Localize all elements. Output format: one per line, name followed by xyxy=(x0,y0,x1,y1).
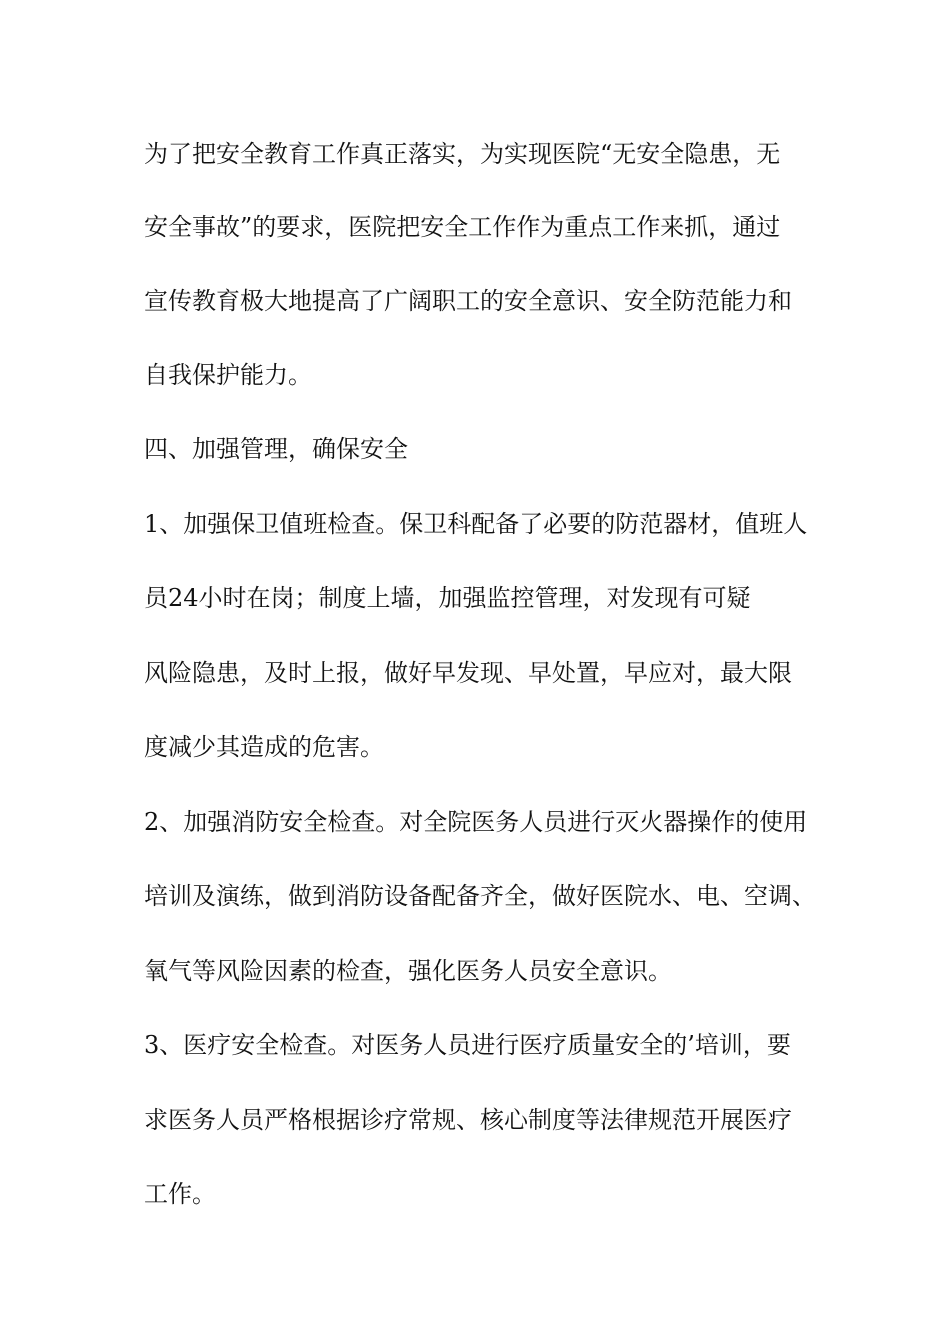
paragraph-line: 氧气等风险因素的检查，强化医务人员安全意识。 xyxy=(144,957,672,985)
paragraph-line: 为了把安全教育工作真正落实，为实现医院“无安全隐患，无 xyxy=(144,140,781,168)
paragraph-line: 3、医疗安全检查。对医务人员进行医疗质量安全的’培训，要 xyxy=(144,1031,791,1059)
paragraph-line: 安全事故”的要求，医院把安全工作作为重点工作来抓，通过 xyxy=(144,213,781,241)
paragraph-line: 2、加强消防安全检查。对全院医务人员进行灭火器操作的使用 xyxy=(144,808,808,836)
paragraph-line: 求医务人员严格根据诊疗常规、核心制度等法律规范开展医疗 xyxy=(144,1106,792,1134)
paragraph-line: 员24小时在岗；制度上墙，加强监控管理，对发现有可疑 xyxy=(144,584,751,612)
paragraph-line: 宣传教育极大地提高了广阔职工的安全意识、安全防范能力和 xyxy=(144,287,792,315)
paragraph-line: 1、加强保卫值班检查。保卫科配备了必要的防范器材，值班人 xyxy=(144,510,808,538)
paragraph-line: 自我保护能力。 xyxy=(144,361,312,389)
paragraph-line: 风险隐患，及时上报，做好早发现、早处置，早应对，最大限 xyxy=(144,659,792,687)
paragraph-line: 度减少其造成的危害。 xyxy=(144,733,384,761)
paragraph-line: 培训及演练，做到消防设备配备齐全，做好医院水、电、空调、 xyxy=(144,882,816,910)
section-heading: 四、加强管理，确保安全 xyxy=(144,435,408,463)
paragraph-line: 工作。 xyxy=(144,1180,216,1208)
